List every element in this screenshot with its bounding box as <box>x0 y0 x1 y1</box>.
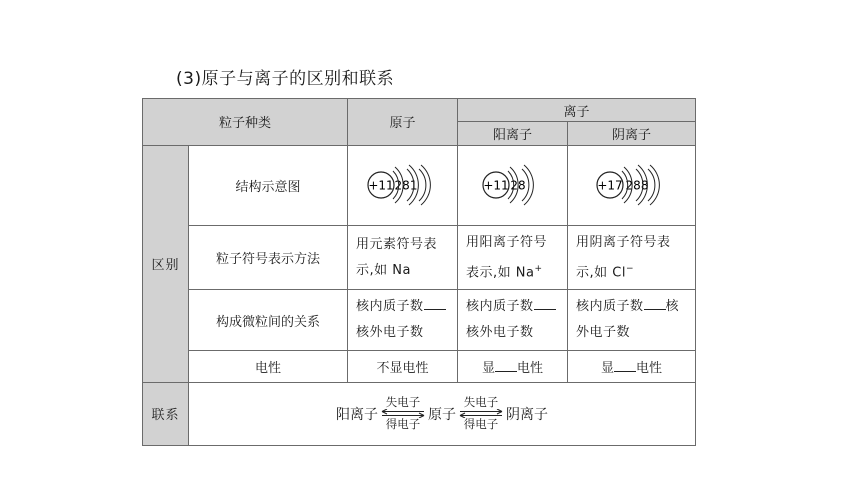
answer-blank[interactable] <box>534 308 556 310</box>
svg-text:+11: +11 <box>482 178 509 193</box>
header-particle-type: 粒子种类 <box>143 99 348 146</box>
answer-blank[interactable] <box>614 370 636 372</box>
label-connection: 联系 <box>143 382 189 445</box>
header-cation: 阳离子 <box>458 122 568 145</box>
answer-blank[interactable] <box>424 308 446 310</box>
header-anion: 阴离子 <box>568 122 696 145</box>
link-atom: 原子 <box>428 406 457 423</box>
cation-symbol-cell: 用阳离子符号 表示,如 Na+ <box>458 226 568 290</box>
atom-symbol-cell: 用元素符号表 示,如 Na <box>348 226 458 290</box>
svg-text:+17: +17 <box>596 178 623 193</box>
atom-charge-cell: 不显电性 <box>348 351 458 383</box>
anion-structure-diagram <box>568 145 696 225</box>
anion-symbol-cell: 用阴离子符号表 示,如 Cl− <box>568 226 696 290</box>
answer-blank[interactable] <box>644 308 666 310</box>
atom-structure-diagram <box>348 145 458 225</box>
section-heading: (3)原子与离子的区别和联系 <box>176 69 395 89</box>
link-cation: 阳离子 <box>336 406 379 423</box>
atom-ion-comparison-table <box>142 98 696 446</box>
reversible-arrow-right: 失电子 得电子 <box>458 396 504 431</box>
label-difference: 区别 <box>143 145 189 382</box>
cation-charge-cell: 显 电性 <box>458 351 568 383</box>
answer-blank[interactable] <box>495 370 517 372</box>
row-label-symbol-method: 粒子符号表示方法 <box>189 226 348 290</box>
connection-cell <box>189 382 696 445</box>
row-label-charge: 电性 <box>189 351 348 383</box>
svg-text:288: 288 <box>625 178 648 193</box>
svg-text:28: 28 <box>509 178 526 193</box>
svg-text:281: 281 <box>394 178 417 193</box>
link-anion: 阴离子 <box>506 406 549 423</box>
header-atom: 原子 <box>348 99 458 146</box>
cation-relation-cell: 核内质子数 核外电子数 <box>458 290 568 351</box>
reversible-arrow-left: 失电子 得电子 <box>380 396 426 431</box>
svg-text:+11: +11 <box>367 178 394 193</box>
anion-relation-cell: 核内质子数 核 外电子数 <box>568 290 696 351</box>
cation-structure-diagram <box>458 145 568 225</box>
anion-charge-cell: 显 电性 <box>568 351 696 383</box>
row-label-structure: 结构示意图 <box>189 145 348 225</box>
row-label-relation: 构成微粒间的关系 <box>189 290 348 351</box>
header-ion: 离子 <box>458 99 696 122</box>
atom-relation-cell: 核内质子数 核外电子数 <box>348 290 458 351</box>
